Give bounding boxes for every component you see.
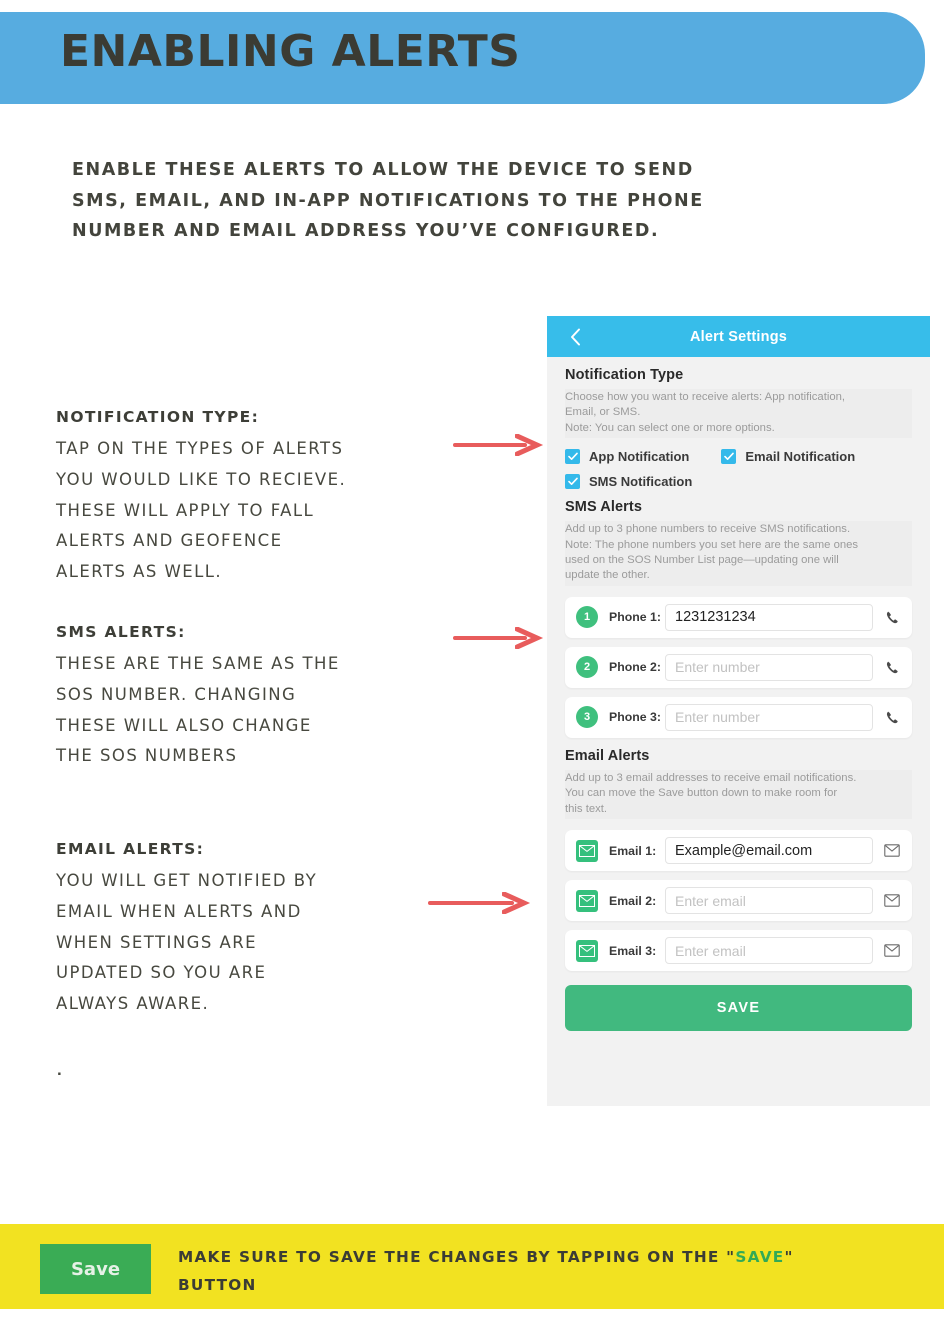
envelope-icon (576, 940, 598, 962)
checkbox-label: Email Notification (745, 449, 856, 465)
desc-line: You can move the Save button down to make room for (565, 787, 838, 800)
desc-line: Note: You can select one or more options. (565, 421, 775, 434)
section-desc-sms-alerts (565, 521, 912, 586)
checkbox-row (565, 474, 930, 489)
phone-3-input[interactable]: Enter number (665, 704, 873, 731)
annotation-line: THESE WILL APPLY TO FALL (56, 500, 315, 520)
email-row-label: Email 3: (609, 943, 657, 958)
annotation-email-alerts (56, 840, 476, 1020)
footer-text-part2: " (784, 1248, 794, 1266)
annotation-line: EMAIL WHEN ALERTS AND (56, 901, 302, 921)
checked-checkbox-icon[interactable] (565, 474, 580, 489)
phone-icon[interactable] (881, 710, 903, 725)
phone-row-1[interactable] (565, 597, 912, 638)
intro-paragraph (72, 155, 832, 247)
arrow-head-icon (515, 627, 545, 649)
sms-alerts-rows (547, 597, 930, 738)
email-2-input[interactable]: Enter email (665, 887, 873, 914)
checkbox-app-notification[interactable] (565, 449, 689, 464)
annotation-sms-alerts (56, 623, 476, 772)
annotation-line: SOS NUMBER. CHANGING (56, 684, 297, 704)
annotation-line: YOU WILL GET NOTIFIED BY (56, 871, 318, 890)
phone-row-label: Phone 2: (609, 660, 661, 675)
chevron-left-icon[interactable] (569, 327, 582, 346)
phone-icon[interactable] (881, 610, 903, 625)
checkbox-row (565, 449, 930, 464)
annotation-line: UPDATED SO YOU ARE (56, 963, 267, 983)
email-1-input[interactable]: Example@email.com (665, 837, 873, 864)
desc-line: Email, or SMS. (565, 406, 641, 419)
intro-line-1: ENABLE THESE ALERTS TO ALLOW THE DEVICE TO SEND (72, 160, 694, 180)
annotation-line: YOU WOULD LIKE TO RECIEVE. (56, 469, 347, 489)
desc-line: this text. (565, 802, 608, 815)
envelope-outline-icon[interactable] (881, 844, 903, 857)
section-title-sms-alerts: SMS Alerts (565, 499, 643, 516)
desc-line: Note: The phone numbers you set here are the same ones (565, 538, 859, 551)
section-desc-notification-type (565, 389, 912, 438)
annotation-email-alerts-body (56, 866, 476, 1020)
desc-line: Add up to 3 phone numbers to receive SMS notifications. (565, 523, 851, 536)
phone-1-input[interactable]: 1231231234 (665, 604, 873, 631)
app-topbar (547, 316, 930, 357)
page-title: ENABLING ALERTS (60, 26, 521, 77)
app-content (547, 367, 930, 1041)
arrow-head-icon (502, 892, 532, 914)
desc-line: used on the SOS Number List page—updating one will (565, 554, 839, 567)
intro-line-2: SMS, EMAIL, AND IN-APP NOTIFICATIONS TO THE PHONE (72, 190, 704, 211)
checkbox-email-notification[interactable] (721, 449, 855, 464)
app-title: Alert Settings (689, 328, 788, 345)
arrow-to-sms-alerts-icon (453, 627, 545, 649)
notification-type-checkbox-group (565, 449, 930, 489)
footer-instruction-text (178, 1243, 908, 1299)
annotation-line: ALWAYS AWARE. (56, 994, 210, 1014)
phone-row-label: Phone 3: (609, 710, 661, 725)
phone-2-input[interactable]: Enter number (665, 654, 873, 681)
desc-line: Choose how you want to receive alerts: App notification, (565, 391, 846, 403)
desc-line: update the other. (565, 569, 650, 582)
section-desc-email-alerts (565, 770, 912, 819)
phone-row-label: Phone 1: (609, 610, 661, 625)
footer-save-button[interactable]: Save (40, 1244, 151, 1294)
number-badge-3: 3 (576, 706, 598, 728)
checkbox-sms-notification[interactable] (565, 474, 692, 489)
footer-text-highlight: SAVE (735, 1248, 785, 1266)
arrow-head-icon (515, 434, 545, 456)
email-row-label: Email 1: (609, 843, 657, 858)
email-row-1[interactable] (565, 830, 912, 871)
phone-row-3[interactable] (565, 697, 912, 738)
email-3-input[interactable]: Enter email (665, 937, 873, 964)
number-badge-1: 1 (576, 606, 598, 628)
save-button[interactable]: SAVE (565, 985, 912, 1031)
annotation-notification-type-body (56, 434, 476, 588)
intro-line-3: NUMBER AND EMAIL ADDRESS YOU’VE CONFIGURED. (72, 221, 660, 241)
section-title-notification-type: Notification Type (565, 367, 684, 383)
annotation-line: THESE WILL ALSO CHANGE (56, 715, 312, 735)
footer-text-line2: BUTTON (178, 1276, 257, 1294)
annotation-sms-alerts-heading: SMS ALERTS: (56, 623, 186, 641)
envelope-outline-icon[interactable] (881, 944, 903, 957)
annotation-line: TAP ON THE TYPES OF ALERTS (56, 439, 344, 458)
email-row-3[interactable] (565, 930, 912, 971)
annotation-line: ALERTS AND GEOFENCE (56, 531, 283, 551)
footer-text-part1: MAKE SURE TO SAVE THE CHANGES BY TAPPING ON THE " (178, 1248, 736, 1266)
annotation-line: WHEN SETTINGS ARE (56, 932, 258, 952)
checkbox-label: SMS Notification (589, 474, 693, 490)
stray-period: . (57, 1060, 62, 1079)
section-title-email-alerts: Email Alerts (565, 747, 650, 764)
email-row-label: Email 2: (609, 893, 657, 908)
arrow-to-notification-type-icon (453, 434, 545, 456)
phone-row-2[interactable] (565, 647, 912, 688)
annotation-email-alerts-heading: EMAIL ALERTS: (56, 840, 205, 858)
annotation-sms-alerts-body (56, 649, 476, 772)
envelope-icon (576, 890, 598, 912)
checkbox-label: App Notification (589, 449, 690, 465)
email-alerts-rows (547, 830, 930, 971)
phone-icon[interactable] (881, 660, 903, 675)
annotation-line: THE SOS NUMBERS (56, 746, 238, 766)
email-row-2[interactable] (565, 880, 912, 921)
desc-line: Add up to 3 email addresses to receive email notifications. (565, 771, 857, 784)
checked-checkbox-icon[interactable] (721, 449, 736, 464)
envelope-icon (576, 840, 598, 862)
annotation-line: ALERTS AS WELL. (56, 562, 223, 582)
phone-screenshot (547, 316, 930, 1106)
arrow-to-email-alerts-icon (428, 892, 532, 914)
number-badge-2: 2 (576, 656, 598, 678)
annotation-line: THESE ARE THE SAME AS THE (56, 654, 340, 673)
checked-checkbox-icon[interactable] (565, 449, 580, 464)
annotation-notification-type (56, 408, 476, 588)
envelope-outline-icon[interactable] (881, 894, 903, 907)
annotation-notification-type-heading: NOTIFICATION TYPE: (56, 408, 260, 426)
